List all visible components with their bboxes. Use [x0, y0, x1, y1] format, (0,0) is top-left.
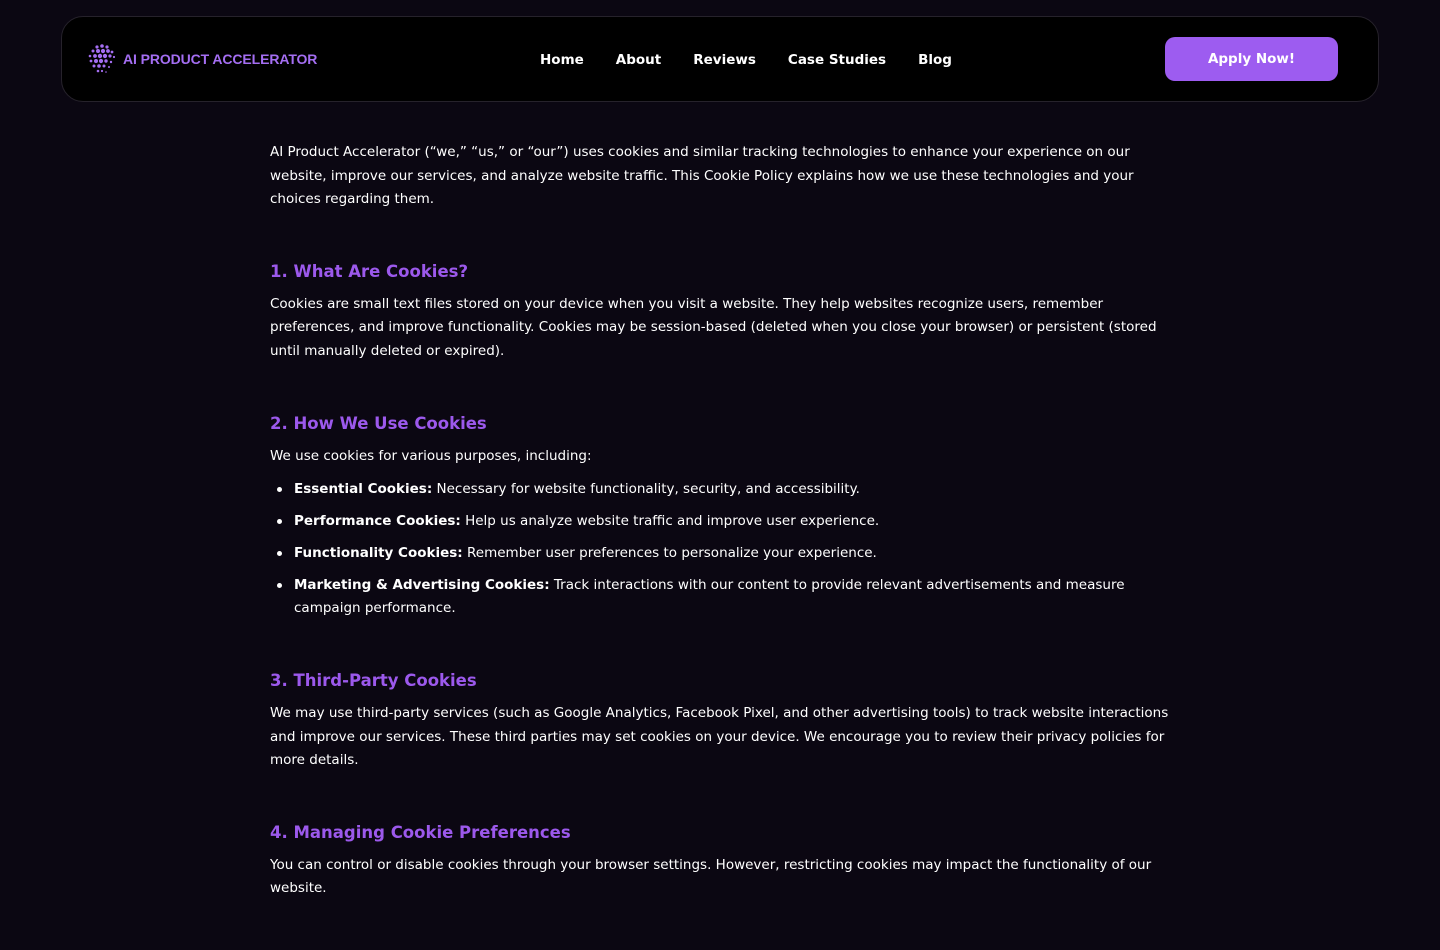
list-item: [294, 542, 1175, 566]
section-body: Cookies are small text files stored on your device when you visit a website. They help websites recognize users, remember preferences, and improve functionality. Cookies may be session-based (deleted when you close your browser) or persistent (stored until manually deleted or expired).: [270, 295, 1157, 359]
nav-link-case-studies[interactable]: Case Studies: [787, 52, 887, 68]
list-item-text: Help us analyze website traffic and improve user experience.: [460, 513, 880, 530]
list-item-text: Necessary for website functionality, security, and accessibility.: [432, 481, 860, 498]
section-heading: 3. Third-Party Cookies: [270, 671, 477, 691]
nav-link-blog[interactable]: Blog: [918, 52, 952, 68]
list-item-text: Track interactions with our content to provide relevant advertisements and measure campaign performance.: [294, 576, 1125, 617]
apply-now-button[interactable]: Apply Now!: [1165, 37, 1338, 81]
section-body: We use cookies for various purposes, including:: [270, 447, 592, 464]
logo[interactable]: [87, 43, 317, 75]
cookie-policy-content: [270, 141, 1175, 950]
section-body: We may use third-party services (such as Google Analytics, Facebook Pixel, and other advertising tools) to track website interactions and improve our services. These third parties may set cookies on your device. We encourage you to review their privacy policies for more details.: [270, 705, 1169, 769]
section-what-are-cookies: [270, 261, 1175, 364]
nav-link-about[interactable]: About: [615, 52, 662, 68]
list-item: [294, 510, 1175, 534]
nav-link-reviews[interactable]: Reviews: [693, 52, 756, 68]
list-item-text: Remember user preferences to personalize your experience.: [462, 544, 877, 561]
main-nav: [540, 17, 952, 103]
list-item-term: Performance Cookies:: [294, 513, 461, 530]
logo-text: AI PRODUCT ACCELERATOR: [123, 51, 318, 67]
section-heading: 2. How We Use Cookies: [270, 413, 487, 433]
list-item-term: Essential Cookies:: [294, 481, 433, 498]
list-item: [294, 574, 1175, 621]
list-item-term: Marketing & Advertising Cookies:: [294, 576, 550, 593]
list-item: [294, 478, 1175, 502]
brain-dots-icon: [87, 43, 119, 75]
section-managing-cookie-preferences: [270, 822, 1175, 901]
top-navbar: [61, 16, 1379, 102]
section-how-we-use-cookies: [270, 413, 1175, 621]
nav-link-home[interactable]: Home: [540, 52, 584, 68]
section-body: You can control or disable cookies through your browser settings. However, restricting cookies may impact the functionality of our website.: [270, 856, 1152, 897]
intro-paragraph: AI Product Accelerator (“we,” “us,” or “our”) uses cookies and similar tracking technologies to enhance your experience on our website, improve our services, and analyze website traffic. This Cookie Policy explains how we use these technologies and your choices regarding them.: [270, 144, 1134, 208]
section-heading: 1. What Are Cookies?: [270, 261, 469, 281]
cookie-types-list: [270, 478, 1175, 621]
section-third-party-cookies: [270, 670, 1175, 773]
list-item-term: Functionality Cookies:: [294, 544, 463, 561]
section-heading: 4. Managing Cookie Preferences: [270, 822, 571, 842]
